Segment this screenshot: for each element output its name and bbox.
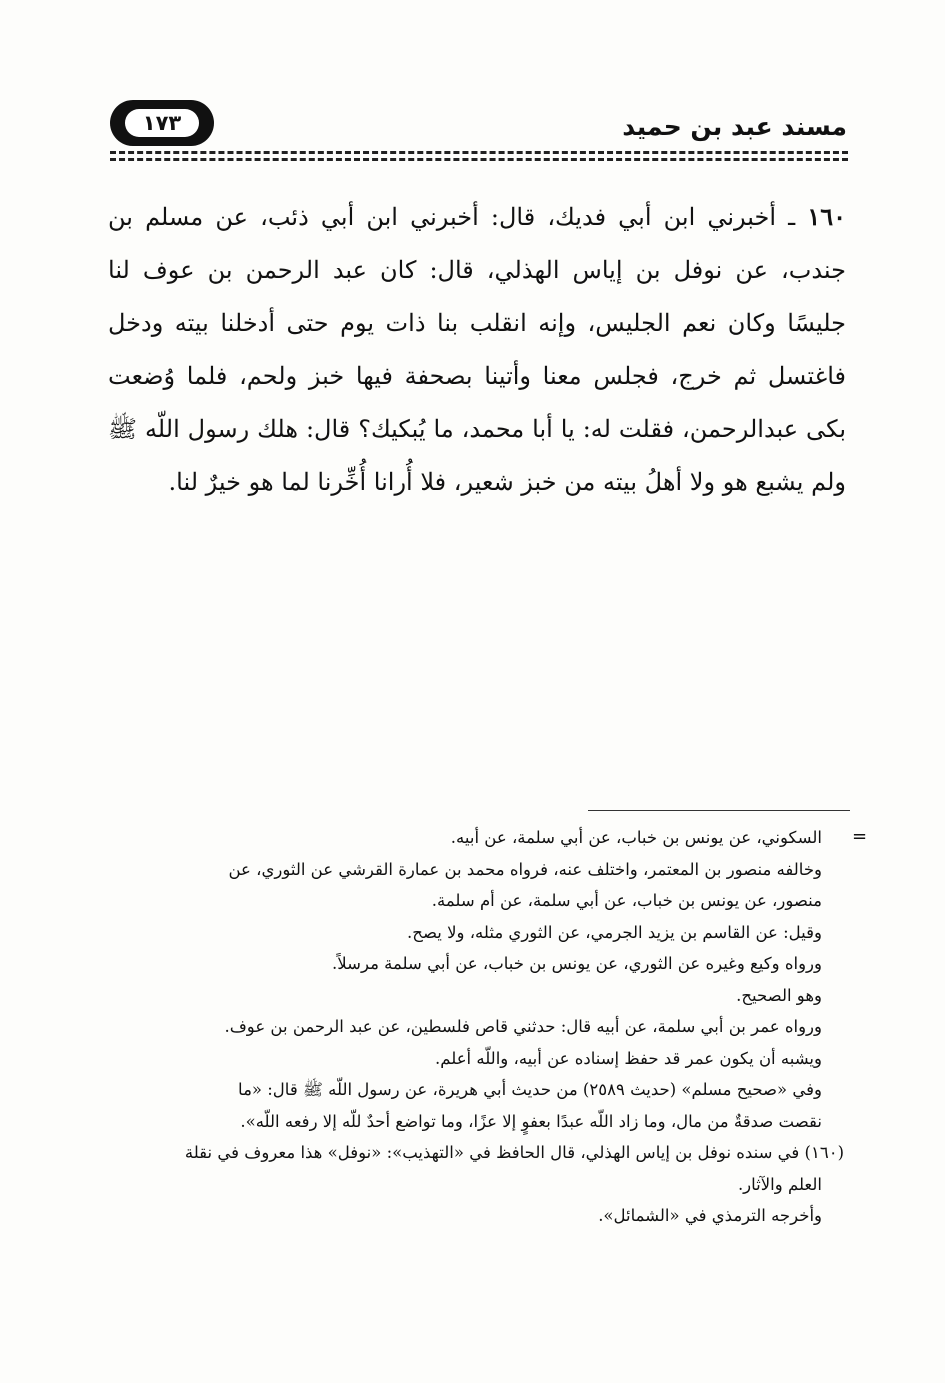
footnote-160-line: العلم والآثار. [737,1174,822,1194]
footnote-line: وفي «صحيح مسلم» (حديث ٢٥٨٩) من حديث أبي هريرة، عن رسول اللّه ﷺ قال: «ما [238,1080,822,1099]
hadith-text: ـ أخبرني ابن أبي فديك، قال: أخبرني ابن أبي ذئب، عن مسلم بن جندب، عن نوفل بن إياس الهذلي، قال: كان عبد الرحمن بن عوف لنا جليسًا وكان نعم الجليس، وإنه انقلب بنا ذات يوم حتى أدخلنا بيته ودخل فاغتسل ثم خرج، فجلس معنا وأتينا بصحفة فيها خبز ولحم، فلما وُضعت بكى عبدالرحمن، فقلت له: يا أبا محمد، ما يُبكيك؟ قال: هلك رسول اللّه ﷺ ولم يشبع هو ولا أهلُ بيته من خبز شعير، فلا أُرانا أُخِّرنا لما هو خيرٌ لنا. [108,203,846,496]
hadith-number: ١٦٠ [807,202,846,231]
footnote-line: السكوني، عن يونس بن خباب، عن أبي سلمة، عن أبيه. [450,828,822,847]
footnote-line: وهو الصحيح. [736,985,822,1005]
footnote-line: ورواه وكيع وغيره عن الثوري، عن يونس بن خباب، عن أبي سلمة مرسلاً. [332,954,822,973]
header-rule-bottom [110,158,848,161]
footnote-line: منصور، عن يونس بن خباب، عن أبي سلمة، عن أم سلمة. [431,891,822,910]
footnote-continuation-mark: = [852,826,868,847]
footnote-line: وقيل: عن القاسم بن يزيد الجرمي، عن الثوري مثله، ولا يصح. [407,922,822,942]
page-number-badge [110,100,214,146]
footnote-separator [588,810,850,811]
footnote-line: ويشبه أن يكون عمر قد حفظ إسناده عن أبيه، واللّه أعلم. [435,1048,822,1068]
footnote-line: وخالفه منصور بن المعتمر، واختلف عنه، فرواه محمد بن عمارة القرشي عن الثوري، عن [228,859,822,879]
footnotes [108,822,846,1232]
footnote-160-line: (١٦٠) في سنده نوفل بن إياس الهذلي، قال الحافظ في «التهذيب»: «نوفل» هذا معروف في نقلة [184,1143,844,1162]
hadith-body [108,190,846,509]
footnote-line: نقصت صدقةٌ من مال، وما زاد اللّه عبدًا بعفوٍ إلا عزًا، وما تواضع أحدٌ للّه إلا رفعه اللّه». [240,1111,822,1131]
header-rule-top [110,151,848,154]
running-header-title: مسند عبد بن حميد [622,112,847,141]
page-number: ١٧٣ [125,109,199,137]
footnote-line: ورواه عمر بن أبي سلمة، عن أبيه قال: حدثني قاص فلسطين، عن عبد الرحمن بن عوف. [224,1017,822,1036]
footnote-160-line: وأخرجه الترمذي في «الشمائل». [598,1206,822,1225]
